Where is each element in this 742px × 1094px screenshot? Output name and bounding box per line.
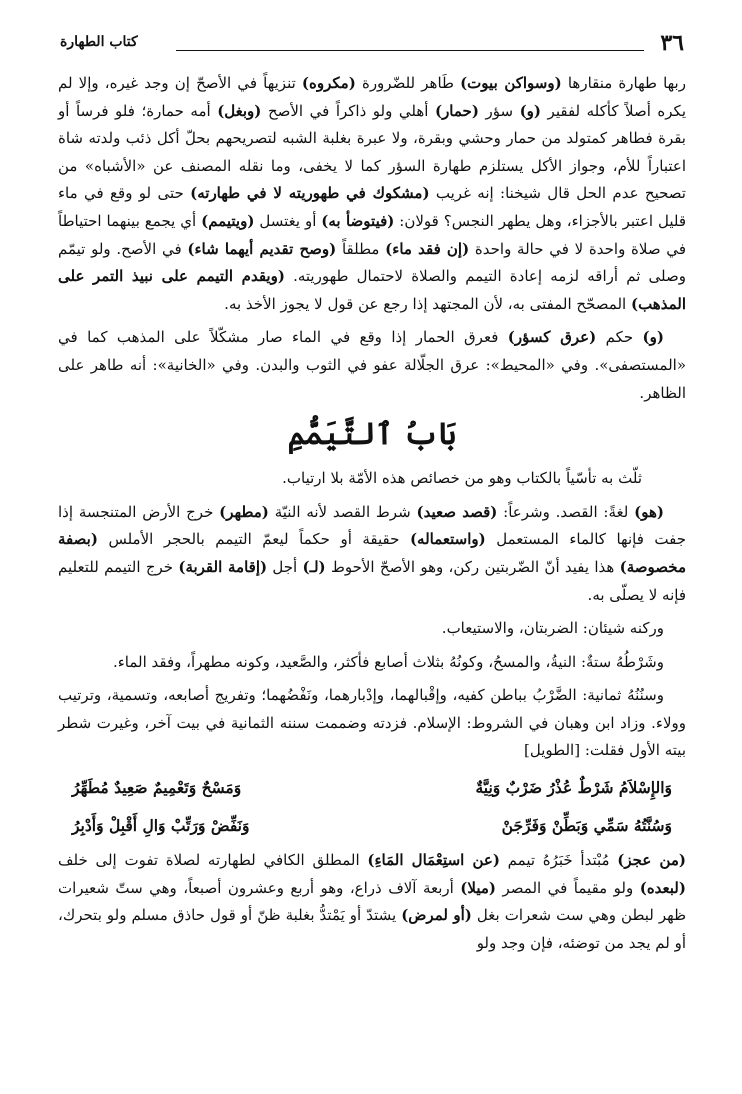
- book-title: كتاب الطهارة: [60, 34, 138, 50]
- text-run: المصحّح المفتى به، لأن المجتهد إذا رجع عن قول لا يجوز الأخذ به.: [224, 294, 631, 313]
- header-rule: [176, 50, 644, 51]
- text-run: تنزيهاً في الأصحّ إن وجد غيره، وإلا لم يكره أصلاً كأكله لفقير: [58, 74, 687, 120]
- bold-term: (لبعده): [639, 878, 686, 897]
- text-run: مُبْتدأ خَبَرُهُ تيمم: [499, 851, 618, 870]
- text-run: ربها طهارة منقارها: [561, 74, 686, 92]
- sunan-paragraph: [58, 682, 686, 765]
- text-run: طَاهر للضّرورة: [355, 74, 461, 92]
- text-run: ثلّث به تأسّياً بالكتاب وهو من خصائص هذه الأمّة بلا ارتياب.: [282, 469, 642, 488]
- page-header: [58, 30, 686, 70]
- verse-1-first-hemistich: وَالإِسْلاَمُ شَرْطٌ عُذْرُ ضَرْبٌ وَنِيَّةٌ: [475, 778, 672, 798]
- verse-2-second-hemistich: وَنَفِّضْ وَرَتِّبْ وَالِ أَقْبِلْ وَأَدْبِرُ: [72, 816, 250, 836]
- text-run: ولو مقيماً في المصر: [496, 878, 640, 897]
- text-run: حقيقة أو حكماً ليعمّ التيمم بالحجر الأملس: [97, 530, 410, 549]
- text-run: حتى لو وقع في ماء قليل اعتبر بالأجزاء، وهل يطهر النجس؟ قولان:: [58, 184, 686, 230]
- text-run: حكم: [596, 328, 643, 347]
- text-run: يشتدّ أو يَمْتدُّ بغلبة ظنّ أو قول حاذق مسلم ولو بتحرك، أو لم يجد من توضئه، فإن وجد ولو: [58, 906, 686, 952]
- text-run: أي يجمع بينهما احتياطاً في صلاة واحدة لا في حالة واحدة: [58, 211, 686, 258]
- bold-term: (وبغل): [217, 101, 262, 120]
- text-run: وسنُنُهُ ثمانية: الضَّرْبُ بباطن كفيه، وإقْبالهما، وإدْبارهما، ونَفْضُهما؛ وتفريج أصابعه، وتسمية، وترتيب وولاء. وزاد ابن وهبان في الشروط: الإسلام. فزدته وضممت سننه الثمانية في بيت آخر، وغيرت شطر بيته الأول فقلت: [الطويل]: [58, 686, 686, 760]
- bold-term: (من عجز): [617, 851, 686, 870]
- text-run: مطلقاً: [336, 239, 386, 258]
- bold-term: (حمار): [434, 101, 479, 120]
- text-run: خرج الأرض المتنجسة إذا جفت فإنها كالماء المستعمل: [58, 502, 686, 549]
- verse-2-first-hemistich: وَسُنَّتُهُ سَمِّي وَبَطِّنْ وَفَرِّجَنْ: [501, 816, 672, 836]
- bold-term: (إقامة القربة): [178, 557, 268, 576]
- conditions-paragraph: [58, 649, 686, 677]
- text-run: لغةً: القصد. وشرعاً:: [497, 502, 635, 521]
- paragraph-1: [58, 70, 686, 318]
- bold-term: (ويتيمم): [201, 211, 255, 230]
- book-page: [58, 30, 686, 1080]
- bold-term: (مشكوك في طهوريته لا في طهارته): [190, 184, 430, 203]
- bold-term: (عرق كسؤر): [507, 328, 597, 347]
- bold-term: (ويقدم التيمم على نبيذ التمر على المذهب): [58, 267, 686, 313]
- text-run: أمه حمارة؛ فلو فرساً أو بقرة فطاهر كمتولد من حمار وحشي وبقرة، ولا عبرة بغلبة الشبه لتصريحهم بحلّ أكل ذئب ولدته شاة اعتباراً للأم، وجواز الأكل يستلزم طهارة السؤر كما لا يخفى، وما نقله المصنف عن «الأشباه» من تصحيح عدم الحل قال شيخنا: إنه غريب: [58, 101, 686, 203]
- tayammum-conditions-paragraph: [58, 847, 686, 957]
- text-run: أو يغتسل: [254, 211, 322, 230]
- bold-term: (مطهر): [219, 502, 269, 521]
- text-run: أربعة آلاف ذراع، وهو أربع وعشرون أصبعاً، وهي ستّ شعيرات ظهر لبطن وهي ست شعرات بغل: [58, 878, 687, 925]
- bold-term: (و): [519, 101, 542, 120]
- bold-term: (بصفة مخصوصة): [58, 530, 686, 576]
- verse-1-second-hemistich: وَمَسْحٌ وَتَعْمِيمٌ صَعِيدٌ مُطَهِّرُ: [72, 778, 242, 798]
- verse-line-1: [58, 771, 686, 805]
- bold-term: (واستعماله): [409, 530, 486, 549]
- pillars-paragraph: [58, 615, 686, 643]
- definition-paragraph: [58, 499, 686, 609]
- text-run: في الأصح. ولو تيمّم وصلى ثم أراقه لزمه إعادة التيمم والصلاة لاحتمال طهوريته.: [58, 239, 686, 286]
- bold-term: (هو): [634, 502, 664, 521]
- text-run: المطلق الكافي لطهارته لصلاة تفوت إلى خلف: [58, 851, 368, 870]
- bold-term: (لـ): [302, 557, 326, 576]
- bold-term: (إن فقد ماء): [385, 239, 470, 258]
- bold-term: (قصد صعيد): [416, 502, 498, 521]
- bold-term: (عن استِعْمَال المَاءِ): [367, 851, 500, 870]
- text-run: أجل: [267, 557, 303, 576]
- verse-line-2: [58, 809, 686, 843]
- text-run: شرط القصد لأنه النيّة: [268, 502, 417, 521]
- text-run: فعرق الحمار إذا وقع في الماء صار مشكّلاً على المذهب كما في «المستصفى». وفي «المحيط»: عرق الجلّالة عفو في الثوب والبدن. وفي «الخانية»: أنه طاهر على الظاهر.: [58, 328, 686, 402]
- text-run: سؤر: [478, 101, 520, 120]
- paragraph-2: [58, 324, 686, 407]
- bold-term: (و): [642, 328, 664, 347]
- bold-term: (وسواكن بيوت): [460, 74, 562, 92]
- bold-term: (وصح تقديم أيهما شاء): [187, 239, 337, 258]
- text-run: أهلي ولو ذاكراً في الأصح: [261, 101, 435, 120]
- chapter-intro: [58, 465, 686, 493]
- page-number: ٣٦: [660, 30, 684, 56]
- text-run: وشَرْطُهُ ستةٌ: النيةُ، والمسحُ، وكونُهُ بثلاث أصابع فأكثر، والصَّعيد، وكونه مطهراً، وفقد الماء.: [112, 652, 664, 671]
- bold-term: (مكروه): [301, 74, 356, 92]
- bold-term: (ميلا): [460, 878, 497, 897]
- bold-term: (فيتوضأ به): [321, 211, 395, 230]
- text-run: خرج التيمم للتعليم فإنه لا يصلّى به.: [58, 557, 686, 604]
- text-run: وركنه شيئان: الضربتان، والاستيعاب.: [441, 619, 664, 638]
- bold-term: (أو لمرض): [401, 906, 472, 925]
- text-run: هذا يفيد أنّ الضّربتين ركن، وهو الأصحّ الأحوط: [325, 557, 620, 576]
- chapter-title: بَابُ ٱلتَّيَمُّمِ: [287, 417, 457, 453]
